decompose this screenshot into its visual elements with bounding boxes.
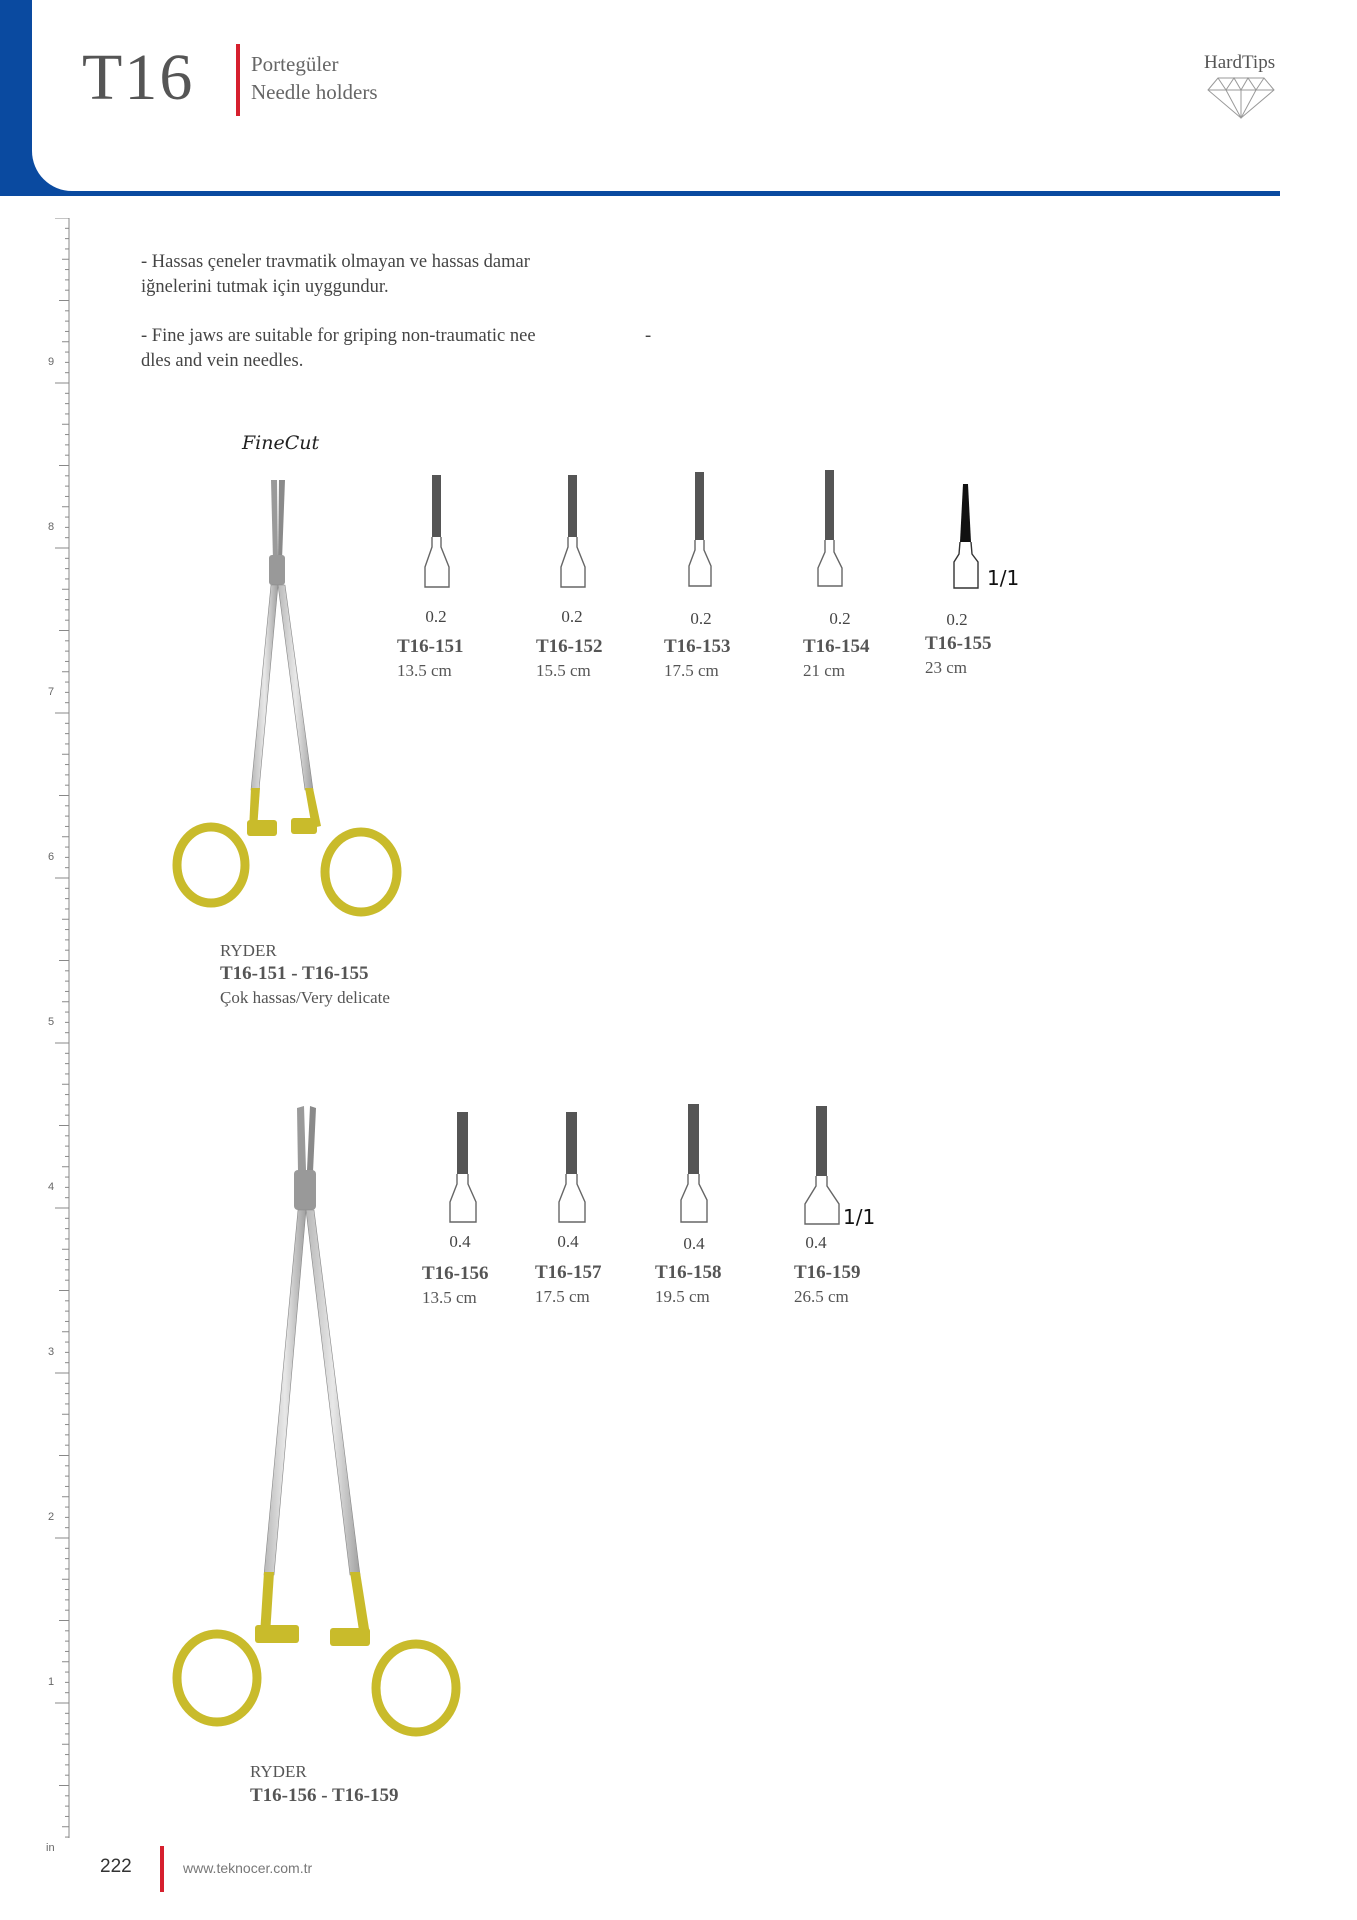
tip-thumbnail	[443, 1110, 483, 1226]
needle-holder-image-1	[165, 470, 415, 920]
tip-size: 0.4	[557, 1232, 579, 1251]
product-code: T16-154	[803, 636, 870, 657]
tip-thumbnail	[674, 1102, 714, 1226]
tip-thumbnail	[553, 473, 593, 593]
intro-turkish-line2: iğnelerini tutmak için uyggundur.	[141, 277, 389, 297]
product-code: T16-159	[794, 1262, 861, 1283]
ruler-label: 8	[48, 521, 55, 533]
intro-english-line2: dles and vein needles.	[141, 351, 304, 371]
product-note: Çok hassas/Very delicate	[220, 988, 390, 1007]
ruler-label: 5	[48, 1016, 55, 1028]
tip-size: 0.2	[829, 609, 851, 628]
product-length: 13.5 cm	[397, 661, 452, 680]
tip-thumbnail	[802, 1104, 842, 1226]
product-length: 17.5 cm	[664, 661, 719, 680]
diamond-icon	[1206, 76, 1276, 120]
scale-indicator: 1/1	[987, 566, 1020, 590]
tip-size: 0.2	[690, 609, 712, 628]
brand-name: HardTips	[1204, 52, 1276, 73]
ruler-label: 4	[48, 1181, 55, 1193]
intro-turkish-line1: - Hassas çeneler travmatik olmayan ve hassas damar	[141, 252, 530, 272]
product-range: T16-151 - T16-155	[220, 963, 369, 984]
header-panel	[32, 0, 1280, 191]
footer-divider	[160, 1846, 164, 1892]
inch-ruler	[48, 218, 72, 1838]
product-length: 15.5 cm	[536, 661, 591, 680]
product-code: T16-155	[925, 633, 992, 654]
product-length: 17.5 cm	[535, 1287, 590, 1306]
tip-size: 0.4	[449, 1232, 471, 1251]
title-english: Needle holders	[251, 80, 378, 104]
product-length: 23 cm	[925, 658, 968, 677]
page-number: 222	[100, 1856, 132, 1877]
ruler-label: 9	[48, 356, 55, 368]
tip-thumbnail	[810, 468, 850, 592]
product-name: RYDER	[220, 941, 277, 960]
website-link[interactable]: www.teknocer.com.tr	[183, 1860, 313, 1876]
product-length: 13.5 cm	[422, 1288, 477, 1307]
product-length: 21 cm	[803, 661, 846, 680]
tip-size: 0.4	[805, 1233, 827, 1252]
tip-thumbnail	[680, 470, 720, 590]
product-code: T16-156	[422, 1263, 489, 1284]
tip-size: 0.2	[561, 607, 583, 626]
ruler-label: 3	[48, 1346, 55, 1358]
tip-size: 0.4	[683, 1234, 705, 1253]
ruler-label: 6	[48, 851, 55, 863]
product-code: T16-158	[655, 1262, 722, 1283]
title-turkish: Portegüler	[251, 52, 339, 76]
product-name: RYDER	[250, 1762, 307, 1781]
product-code: T16-157	[535, 1262, 602, 1283]
scale-indicator: 1/1	[843, 1205, 876, 1229]
tip-size: 0.2	[946, 610, 968, 629]
product-range: T16-156 - T16-159	[250, 1785, 399, 1806]
product-length: 19.5 cm	[655, 1287, 710, 1306]
product-code: T16-152	[536, 636, 603, 657]
finecut-logo: FineCut	[242, 432, 320, 454]
intro-english-dash: -	[645, 326, 652, 346]
intro-english-line1: - Fine jaws are suitable for griping non-traumatic nee	[141, 326, 536, 346]
ruler-label: 1	[48, 1676, 55, 1688]
needle-holder-image-2	[160, 1100, 480, 1760]
tip-thumbnail	[552, 1110, 592, 1226]
product-length: 26.5 cm	[794, 1287, 849, 1306]
tip-size: 0.2	[425, 607, 447, 626]
product-code: T16-153	[664, 636, 731, 657]
chapter-code: T16	[82, 41, 195, 114]
tip-thumbnail	[417, 473, 457, 593]
ruler-label: 7	[48, 686, 55, 698]
tip-thumbnail	[946, 482, 986, 594]
ruler-unit: in	[46, 1842, 55, 1854]
header-divider	[236, 44, 240, 116]
ruler-label: 2	[48, 1511, 55, 1523]
product-code: T16-151	[397, 636, 464, 657]
